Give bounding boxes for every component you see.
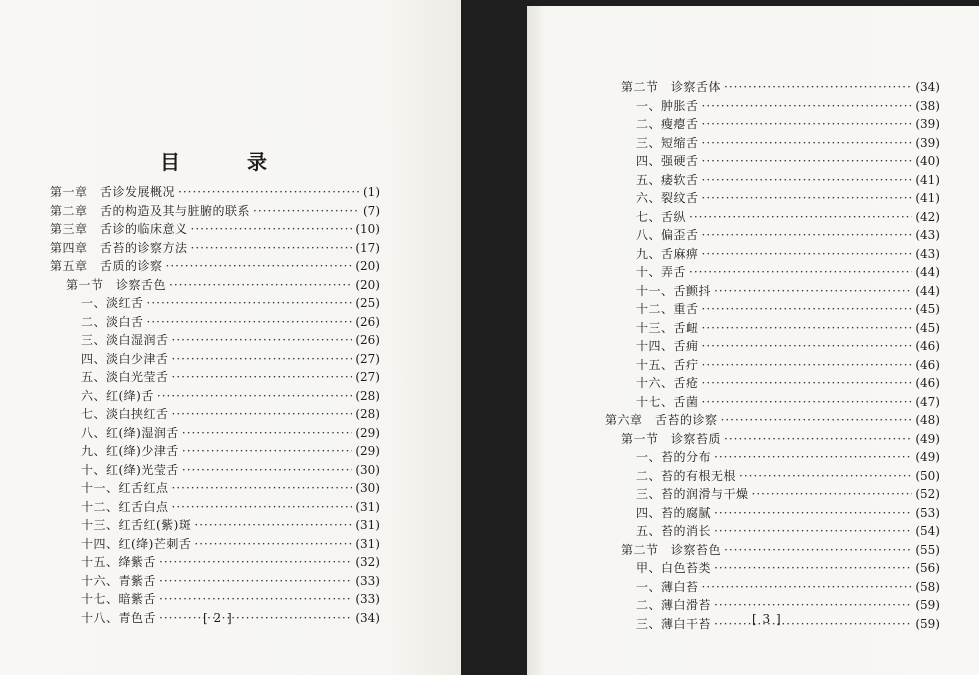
toc-entry-label: 十二、重舌 bbox=[636, 302, 699, 316]
toc-entry bbox=[50, 368, 380, 387]
toc-entry bbox=[50, 276, 380, 295]
toc-entry-label: 十七、暗紫舌 bbox=[81, 592, 157, 606]
toc-entry-label: 三、淡白湿润舌 bbox=[81, 333, 169, 347]
dot-leader bbox=[702, 395, 913, 409]
dot-leader bbox=[182, 463, 352, 477]
toc-entry bbox=[605, 245, 940, 264]
toc-entry-page-number: (59) bbox=[915, 598, 940, 612]
toc-entry-page-number: (34) bbox=[355, 610, 380, 625]
dot-leader bbox=[689, 265, 912, 279]
dot-leader bbox=[714, 284, 912, 298]
toc-entry bbox=[605, 115, 940, 134]
toc-entry-label: 十四、红(绛)芒刺舌 bbox=[81, 536, 192, 551]
toc-entry-page-number: (26) bbox=[355, 333, 380, 347]
toc-entry-page-number: (52) bbox=[915, 487, 940, 501]
toc-entry bbox=[50, 220, 380, 239]
left-toc-list bbox=[50, 183, 380, 627]
toc-entry bbox=[605, 448, 940, 467]
toc-entry bbox=[605, 282, 940, 301]
toc-entry-page-number: (53) bbox=[915, 505, 940, 520]
dot-leader bbox=[714, 617, 912, 631]
toc-entry-page-number: (7) bbox=[363, 203, 380, 218]
toc-entry-label: 一、苔的分布 bbox=[636, 450, 712, 464]
dot-leader bbox=[714, 561, 912, 575]
toc-entry-label: 二、薄白滑苔 bbox=[636, 598, 712, 612]
toc-entry-page-number: (29) bbox=[355, 444, 380, 458]
toc-entry-page-number: (29) bbox=[355, 425, 380, 440]
dot-leader bbox=[752, 487, 913, 501]
dot-leader bbox=[159, 611, 352, 625]
toc-entry-label: 十五、绛紫舌 bbox=[81, 555, 157, 569]
toc-entry-page-number: (41) bbox=[915, 172, 940, 187]
toc-entry-page-number: (32) bbox=[355, 555, 380, 569]
toc-entry-label: 一、肿胀舌 bbox=[636, 98, 699, 113]
toc-entry-page-number: (33) bbox=[355, 573, 380, 588]
toc-entry-label: 十、红(绛)光莹舌 bbox=[81, 462, 179, 477]
toc-entry-label: 十一、红舌红点 bbox=[81, 481, 169, 495]
toc-entry-label: 二、苔的有根无根 bbox=[636, 468, 737, 483]
toc-entry-label: 十六、青紫舌 bbox=[81, 573, 157, 588]
dot-leader bbox=[166, 259, 353, 273]
toc-entry-page-number: (42) bbox=[915, 209, 940, 224]
toc-entry bbox=[605, 411, 940, 430]
dot-leader bbox=[182, 426, 352, 440]
dot-leader bbox=[724, 432, 912, 446]
toc-entry-label: 甲、白色苔类 bbox=[636, 561, 712, 575]
dot-leader bbox=[702, 339, 913, 353]
toc-entry-label: 第四章 舌苔的诊察方法 bbox=[50, 240, 188, 255]
toc-entry-page-number: (30) bbox=[355, 481, 380, 495]
toc-entry bbox=[605, 485, 940, 504]
dot-leader bbox=[689, 210, 912, 224]
toc-entry-label: 十、弄舌 bbox=[636, 265, 687, 279]
toc-entry bbox=[50, 590, 380, 609]
dot-leader bbox=[172, 333, 353, 347]
toc-entry bbox=[605, 374, 940, 393]
dot-leader bbox=[147, 296, 353, 310]
toc-entry-label: 五、苔的消长 bbox=[636, 524, 712, 538]
dot-leader bbox=[191, 222, 353, 236]
toc-entry bbox=[605, 522, 940, 541]
dot-leader bbox=[172, 481, 353, 495]
toc-entry-page-number: (43) bbox=[915, 246, 940, 261]
toc-entry bbox=[50, 572, 380, 591]
dot-leader bbox=[702, 302, 913, 316]
toc-entry-label: 十七、舌菌 bbox=[636, 394, 699, 409]
toc-entry bbox=[50, 405, 380, 424]
toc-entry-page-number: (45) bbox=[915, 302, 940, 316]
dot-leader bbox=[702, 117, 913, 131]
toc-entry-page-number: (41) bbox=[915, 191, 940, 205]
toc-entry-label: 三、短缩舌 bbox=[636, 135, 699, 150]
toc-entry bbox=[605, 337, 940, 356]
toc-entry-label: 七、舌纵 bbox=[636, 209, 687, 224]
toc-entry-label: 八、偏歪舌 bbox=[636, 228, 699, 242]
toc-entry-label: 七、淡白挟红舌 bbox=[81, 407, 169, 421]
toc-entry-page-number: (26) bbox=[355, 314, 380, 329]
dot-leader bbox=[702, 228, 913, 242]
toc-entry bbox=[605, 467, 940, 486]
toc-entry-page-number: (49) bbox=[915, 431, 940, 446]
toc-entry bbox=[605, 300, 940, 319]
toc-entry bbox=[50, 424, 380, 443]
dot-leader bbox=[191, 241, 353, 255]
toc-entry-label: 十六、舌疮 bbox=[636, 376, 699, 390]
dot-leader bbox=[702, 154, 913, 168]
toc-entry bbox=[50, 461, 380, 480]
page-number-footer: [ 3 ] bbox=[752, 612, 782, 626]
toc-entry-page-number: (45) bbox=[915, 320, 940, 335]
toc-entry bbox=[50, 183, 380, 202]
toc-entry-page-number: (46) bbox=[915, 339, 940, 353]
dot-leader bbox=[714, 524, 912, 538]
dot-leader bbox=[194, 518, 352, 532]
dot-leader bbox=[702, 580, 913, 594]
toc-entry-label: 十三、舌衄 bbox=[636, 320, 699, 335]
toc-entry-page-number: (27) bbox=[355, 351, 380, 366]
toc-entry bbox=[605, 171, 940, 190]
toc-entry-label: 九、红(绛)少津舌 bbox=[81, 444, 179, 458]
toc-entry-page-number: (50) bbox=[915, 468, 940, 483]
toc-entry-label: 第一节 诊察苔质 bbox=[621, 431, 722, 446]
toc-entry-page-number: (38) bbox=[915, 98, 940, 113]
toc-entry-page-number: (59) bbox=[915, 616, 940, 631]
toc-entry-page-number: (49) bbox=[915, 450, 940, 464]
toc-entry-label: 五、淡白光莹舌 bbox=[81, 370, 169, 384]
toc-entry-page-number: (48) bbox=[915, 413, 940, 427]
toc-entry-page-number: (40) bbox=[915, 154, 940, 168]
toc-entry bbox=[50, 498, 380, 517]
toc-entry-page-number: (27) bbox=[355, 370, 380, 384]
dot-leader bbox=[702, 376, 913, 390]
dot-leader bbox=[702, 358, 913, 372]
toc-entry-page-number: (20) bbox=[355, 259, 380, 273]
toc-entry-page-number: (39) bbox=[915, 135, 940, 150]
toc-entry-label: 第三章 舌诊的临床意义 bbox=[50, 222, 188, 236]
toc-entry-label: 第六章 舌苔的诊察 bbox=[605, 413, 718, 427]
dot-leader bbox=[702, 247, 913, 261]
dot-leader bbox=[702, 173, 913, 187]
toc-entry bbox=[50, 479, 380, 498]
dot-leader bbox=[157, 389, 352, 403]
toc-entry-page-number: (43) bbox=[915, 228, 940, 242]
toc-entry bbox=[50, 387, 380, 406]
dot-leader bbox=[182, 444, 352, 458]
toc-entry-label: 四、淡白少津舌 bbox=[81, 351, 169, 366]
dot-leader bbox=[721, 413, 913, 427]
dot-leader bbox=[172, 407, 353, 421]
toc-entry-label: 十三、红舌红(紫)斑 bbox=[81, 518, 192, 532]
toc-entry-label: 十八、青色舌 bbox=[81, 610, 157, 625]
toc-entry-label: 三、苔的润滑与干燥 bbox=[636, 487, 749, 501]
toc-entry-label: 十二、红舌白点 bbox=[81, 499, 169, 514]
toc-entry bbox=[605, 78, 940, 97]
page-number-footer: [ 2 ] bbox=[203, 611, 233, 625]
toc-entry bbox=[50, 535, 380, 554]
toc-entry-page-number: (34) bbox=[915, 80, 940, 94]
dot-leader bbox=[724, 543, 912, 557]
toc-entry bbox=[605, 541, 940, 560]
dot-leader bbox=[714, 598, 912, 612]
toc-entry-page-number: (25) bbox=[355, 296, 380, 310]
toc-entry bbox=[605, 319, 940, 338]
toc-entry bbox=[50, 257, 380, 276]
toc-entry bbox=[50, 313, 380, 332]
toc-entry-label: 第二节 诊察舌体 bbox=[621, 80, 722, 94]
toc-entry bbox=[605, 208, 940, 227]
toc-entry bbox=[50, 239, 380, 258]
dot-leader bbox=[714, 506, 912, 520]
toc-entry bbox=[50, 442, 380, 461]
toc-entry bbox=[50, 516, 380, 535]
toc-entry-label: 三、薄白干苔 bbox=[636, 616, 712, 631]
toc-entry-page-number: (30) bbox=[355, 462, 380, 477]
dot-leader bbox=[739, 469, 912, 483]
toc-entry-label: 四、强硬舌 bbox=[636, 154, 699, 168]
toc-entry-label: 十四、舌痈 bbox=[636, 339, 699, 353]
toc-entry bbox=[50, 350, 380, 369]
toc-entry bbox=[50, 202, 380, 221]
dot-leader bbox=[159, 592, 352, 606]
toc-entry-label: 四、苔的腐腻 bbox=[636, 505, 712, 520]
toc-entry-page-number: (31) bbox=[355, 518, 380, 532]
toc-entry-label: 二、瘦瘪舌 bbox=[636, 117, 699, 131]
toc-entry bbox=[50, 553, 380, 572]
toc-entry bbox=[605, 393, 940, 412]
dot-leader bbox=[172, 352, 353, 366]
toc-entry-label: 九、舌麻痹 bbox=[636, 246, 699, 261]
toc-entry bbox=[50, 294, 380, 313]
toc-entry-page-number: (47) bbox=[915, 394, 940, 409]
toc-entry-page-number: (58) bbox=[915, 579, 940, 594]
toc-entry-label: 一、淡红舌 bbox=[81, 296, 144, 310]
toc-entry-page-number: (56) bbox=[915, 561, 940, 575]
dot-leader bbox=[253, 204, 360, 218]
toc-entry-label: 六、红(绛)舌 bbox=[81, 388, 154, 403]
dot-leader bbox=[172, 370, 353, 384]
toc-entry bbox=[605, 97, 940, 116]
toc-entry-page-number: (46) bbox=[915, 376, 940, 390]
toc-entry-label: 八、红(绛)湿润舌 bbox=[81, 425, 179, 440]
toc-entry-page-number: (28) bbox=[355, 407, 380, 421]
toc-entry bbox=[605, 356, 940, 375]
toc-entry-label: 十五、舌疔 bbox=[636, 357, 699, 372]
toc-entry-page-number: (39) bbox=[915, 117, 940, 131]
dot-leader bbox=[702, 99, 913, 113]
dot-leader bbox=[724, 80, 912, 94]
toc-entry bbox=[605, 226, 940, 245]
dot-leader bbox=[147, 315, 353, 329]
toc-entry-page-number: (44) bbox=[915, 265, 940, 279]
toc-entry-page-number: (31) bbox=[355, 499, 380, 514]
toc-entry bbox=[50, 331, 380, 350]
toc-entry-page-number: (54) bbox=[915, 524, 940, 538]
dot-leader bbox=[178, 185, 360, 199]
toc-entry-label: 第二章 舌的构造及其与脏腑的联系 bbox=[50, 203, 251, 218]
toc-entry bbox=[605, 430, 940, 449]
toc-entry-label: 五、痿软舌 bbox=[636, 172, 699, 187]
toc-entry bbox=[605, 134, 940, 153]
toc-entry bbox=[605, 578, 940, 597]
dot-leader bbox=[172, 500, 353, 514]
toc-entry bbox=[605, 189, 940, 208]
toc-entry-page-number: (46) bbox=[915, 357, 940, 372]
dot-leader bbox=[169, 278, 352, 292]
toc-entry-label: 第一节 诊察舌色 bbox=[66, 277, 167, 292]
toc-title: 目 录 bbox=[160, 150, 297, 174]
toc-entry-label: 第一章 舌诊发展概况 bbox=[50, 185, 176, 199]
dot-leader bbox=[194, 537, 352, 551]
dot-leader bbox=[702, 136, 913, 150]
toc-entry bbox=[605, 263, 940, 282]
dot-leader bbox=[159, 574, 352, 588]
toc-entry-page-number: (31) bbox=[355, 536, 380, 551]
toc-entry-label: 二、淡白舌 bbox=[81, 314, 144, 329]
toc-entry-page-number: (33) bbox=[355, 592, 380, 606]
toc-entry-page-number: (10) bbox=[355, 222, 380, 236]
toc-entry-label: 一、薄白苔 bbox=[636, 579, 699, 594]
toc-entry-page-number: (44) bbox=[915, 283, 940, 298]
toc-entry-label: 第五章 舌质的诊察 bbox=[50, 259, 163, 273]
dot-leader bbox=[159, 555, 352, 569]
toc-entry bbox=[605, 559, 940, 578]
dot-leader bbox=[714, 450, 912, 464]
toc-entry-label: 六、裂纹舌 bbox=[636, 191, 699, 205]
toc-entry bbox=[605, 152, 940, 171]
toc-entry-page-number: (20) bbox=[355, 277, 380, 292]
toc-entry bbox=[605, 504, 940, 523]
toc-entry-label: 第二节 诊察苔色 bbox=[621, 542, 722, 557]
toc-entry-page-number: (1) bbox=[363, 185, 380, 199]
right-toc-list bbox=[605, 78, 940, 633]
toc-entry-page-number: (55) bbox=[915, 542, 940, 557]
dot-leader bbox=[702, 321, 913, 335]
toc-entry-page-number: (17) bbox=[355, 240, 380, 255]
toc-entry-page-number: (28) bbox=[355, 388, 380, 403]
dot-leader bbox=[702, 191, 913, 205]
toc-entry-label: 十一、舌颤抖 bbox=[636, 283, 712, 298]
